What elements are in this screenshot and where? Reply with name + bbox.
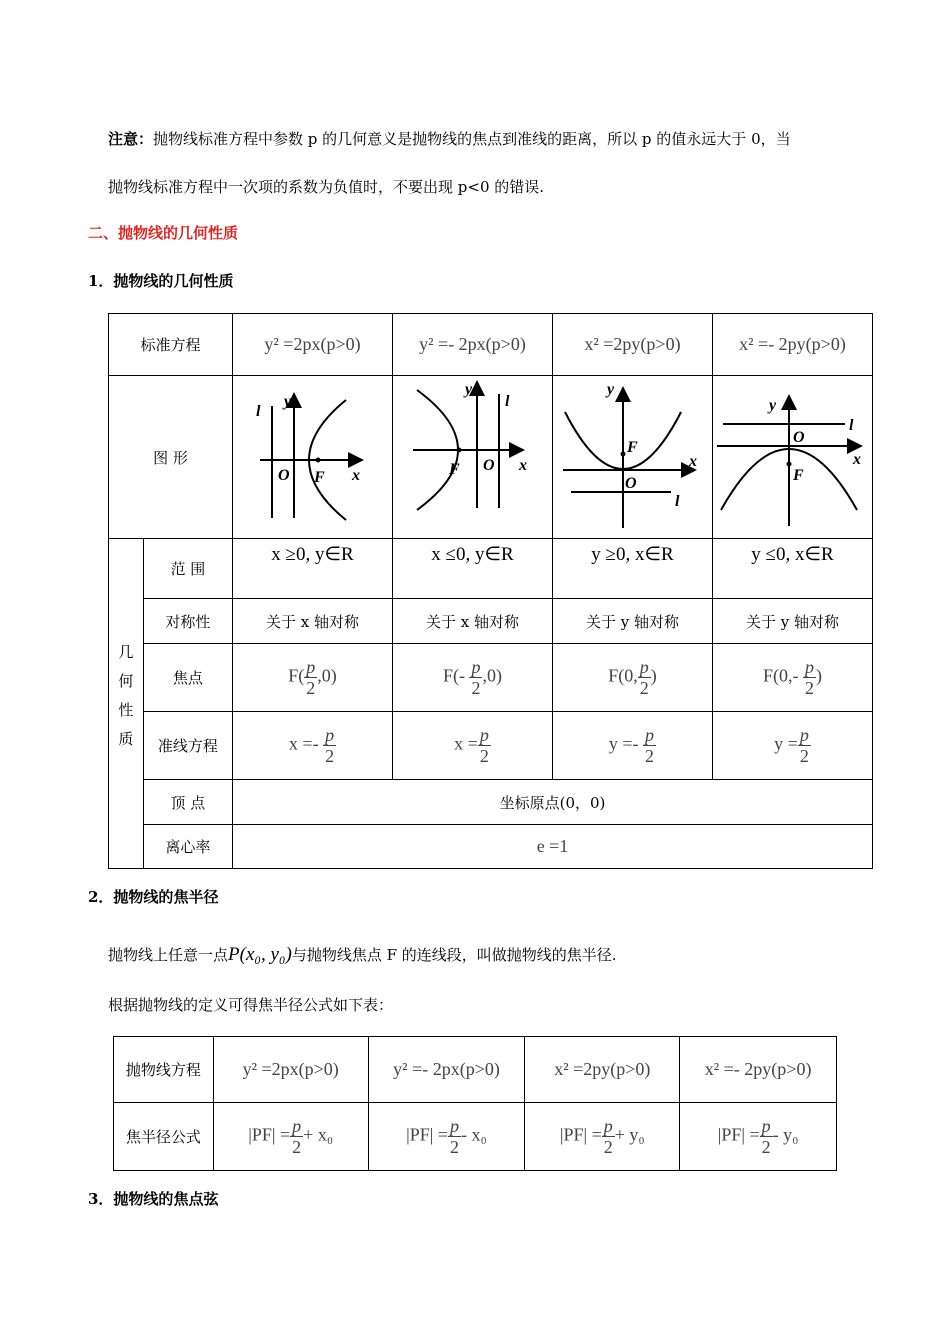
section-2-title: 二、抛物线的几何性质 <box>88 224 239 242</box>
formula-cell-2 <box>368 1103 525 1171</box>
frac-num: p <box>639 657 649 677</box>
frac-num: p <box>479 725 489 745</box>
label-f: F <box>449 461 461 478</box>
focus-prefix: F(0,- <box>762 665 803 686</box>
focus-suffix: ,0) <box>317 665 337 686</box>
graph-left-opening <box>393 376 551 534</box>
label-o: O <box>277 467 290 484</box>
graph-cell-3 <box>552 376 712 539</box>
formula-cell-3 <box>525 1103 680 1171</box>
formula-prefix: |PF| = <box>248 1124 291 1145</box>
frac-num: p <box>645 725 655 745</box>
frac-num: p <box>761 1116 771 1136</box>
label-x: x <box>351 467 360 484</box>
formula-intro: 根据抛物线的定义可得焦半径公式如下表： <box>108 996 394 1014</box>
label-x: x <box>689 453 698 470</box>
frac-den: 2 <box>603 1137 613 1157</box>
eccentricity-header: 离心率 <box>143 825 232 869</box>
focus-cell-1 <box>233 644 393 712</box>
symmetry-cell-3: 关于 y 轴对称 <box>552 599 712 644</box>
directrix-prefix: y = <box>774 733 798 754</box>
directrix-cell-1 <box>233 712 393 780</box>
t2-eq-cell-1: y² =2px(p>0) <box>213 1037 368 1103</box>
frac-den: 2 <box>292 1137 302 1157</box>
directrix-cell-2 <box>393 712 553 780</box>
directrix-cell-4 <box>712 712 872 780</box>
subsection-3-title: 3．抛物线的焦点弦 <box>88 1190 219 1208</box>
label-l: l <box>849 417 854 434</box>
graph-cell-2 <box>393 376 553 539</box>
focus-prefix: F(- <box>442 665 470 686</box>
frac-num: p <box>325 725 335 745</box>
frac-den: 2 <box>306 678 316 698</box>
note-label: 注意： <box>108 130 154 148</box>
graph-up-opening <box>553 376 711 534</box>
eq-row-header: 抛物线方程 <box>114 1037 214 1103</box>
eq-cell-1: y² =2px(p>0) <box>233 314 393 376</box>
directrix-cell-3 <box>552 712 712 780</box>
range-header: 范 围 <box>143 539 232 599</box>
graph-right-opening <box>234 376 392 534</box>
label-x: x <box>519 457 528 474</box>
label-y: y <box>769 397 777 414</box>
formula-suffix: - x₀ <box>461 1124 487 1145</box>
focal-radius-definition <box>108 944 617 966</box>
vertex-cell: 坐标原点(0，0) <box>233 780 873 825</box>
frac-den: 2 <box>761 1137 771 1157</box>
directrix-header: 准线方程 <box>143 712 232 780</box>
label-x: x <box>853 451 862 468</box>
label-y: y <box>607 381 615 398</box>
directrix-prefix: x = <box>454 733 478 754</box>
focus-prefix: F(0, <box>608 665 638 686</box>
formula-row-header: 焦半径公式 <box>114 1103 214 1171</box>
parabola-properties-table <box>108 313 873 869</box>
label-y: y <box>465 381 473 398</box>
formula-suffix: + y₀ <box>614 1124 645 1145</box>
t2-eq-cell-2: y² =- 2px(p>0) <box>368 1037 525 1103</box>
focus-header: 焦点 <box>143 644 232 712</box>
t2-eq-cell-3: x² =2py(p>0) <box>525 1037 680 1103</box>
graph-down-opening <box>713 376 871 534</box>
focal-radius-table <box>113 1036 837 1171</box>
graph-header: 图 形 <box>109 376 233 539</box>
frac-den: 2 <box>639 678 649 698</box>
note-line-1 <box>108 128 791 150</box>
frac-den: 2 <box>450 1137 460 1157</box>
formula-prefix: |PF| = <box>717 1124 760 1145</box>
frac-num: p <box>804 657 814 677</box>
label-o: O <box>625 475 638 492</box>
formula-suffix: + x₀ <box>303 1124 334 1145</box>
symmetry-cell-4: 关于 y 轴对称 <box>712 599 872 644</box>
focus-suffix: ) <box>815 665 822 686</box>
focus-suffix: ,0) <box>482 665 502 686</box>
symmetry-cell-2: 关于 x 轴对称 <box>393 599 553 644</box>
formula-cell-1 <box>213 1103 368 1171</box>
focus-suffix: ) <box>650 665 657 686</box>
note-text-1: 抛物线标准方程中参数 p 的几何意义是抛物线的焦点到准线的距离，所以 p 的值永远大于 0，当 <box>153 130 791 148</box>
frac-num: p <box>306 657 316 677</box>
directrix-prefix: y =- <box>608 733 644 754</box>
symmetry-header: 对称性 <box>143 599 232 644</box>
frac-num: p <box>603 1116 613 1136</box>
frac-den: 2 <box>471 678 481 698</box>
frac-num: p <box>471 657 481 677</box>
subsection-1-title: 1．抛物线的几何性质 <box>88 272 234 290</box>
label-f: F <box>627 439 639 456</box>
label-l: l <box>675 493 680 510</box>
range-cell-2: x ≤0, y∈R <box>393 539 553 599</box>
group-label: 几何性质 <box>116 643 135 760</box>
eccentricity-cell: e =1 <box>233 825 873 869</box>
point-expression: P(x₀, y₀) <box>228 944 292 965</box>
std-eq-header: 标准方程 <box>109 314 233 376</box>
focus-cell-2 <box>393 644 553 712</box>
frac-num: p <box>292 1116 302 1136</box>
definition-pre: 抛物线上任意一点 <box>108 946 229 964</box>
frac-num: p <box>450 1116 460 1136</box>
graph-cell-1 <box>233 376 393 539</box>
frac-den: 2 <box>799 746 809 766</box>
focus-cell-3 <box>552 644 712 712</box>
focus-prefix: F( <box>288 665 305 686</box>
eq-cell-2: y² =- 2px(p>0) <box>393 314 553 376</box>
frac-den: 2 <box>804 678 814 698</box>
graph-cell-4 <box>712 376 872 539</box>
t2-eq-cell-4: x² =- 2py(p>0) <box>680 1037 837 1103</box>
frac-den: 2 <box>479 746 489 766</box>
formula-suffix: - y₀ <box>772 1124 799 1145</box>
note-line-2: 抛物线标准方程中一次项的系数为负值时，不要出现 p<0 的错误. <box>108 178 545 196</box>
label-l: l <box>505 393 510 410</box>
frac-num: p <box>799 725 809 745</box>
directrix-prefix: x =- <box>288 733 324 754</box>
frac-den: 2 <box>645 746 655 766</box>
label-f: F <box>313 469 325 486</box>
geometric-properties-group <box>109 539 144 869</box>
label-f: F <box>793 467 805 484</box>
label-o: O <box>793 429 806 446</box>
formula-prefix: |PF| = <box>559 1124 602 1145</box>
range-cell-4: y ≤0, x∈R <box>712 539 872 599</box>
eq-cell-4: x² =- 2py(p>0) <box>712 314 872 376</box>
label-o: O <box>483 457 496 474</box>
label-y: y <box>283 393 291 410</box>
range-cell-3: y ≥0, x∈R <box>552 539 712 599</box>
definition-post: 与抛物线焦点 F 的连线段，叫做抛物线的焦半径. <box>291 946 617 964</box>
subsection-2-title: 2．抛物线的焦半径 <box>88 888 219 906</box>
eq-cell-3: x² =2py(p>0) <box>552 314 712 376</box>
formula-prefix: |PF| = <box>406 1124 449 1145</box>
label-l: l <box>255 403 260 420</box>
focus-cell-4 <box>712 644 872 712</box>
formula-cell-4 <box>680 1103 837 1171</box>
range-cell-1: x ≥0, y∈R <box>233 539 393 599</box>
vertex-header: 顶 点 <box>143 780 232 825</box>
frac-den: 2 <box>325 746 335 766</box>
symmetry-cell-1: 关于 x 轴对称 <box>233 599 393 644</box>
